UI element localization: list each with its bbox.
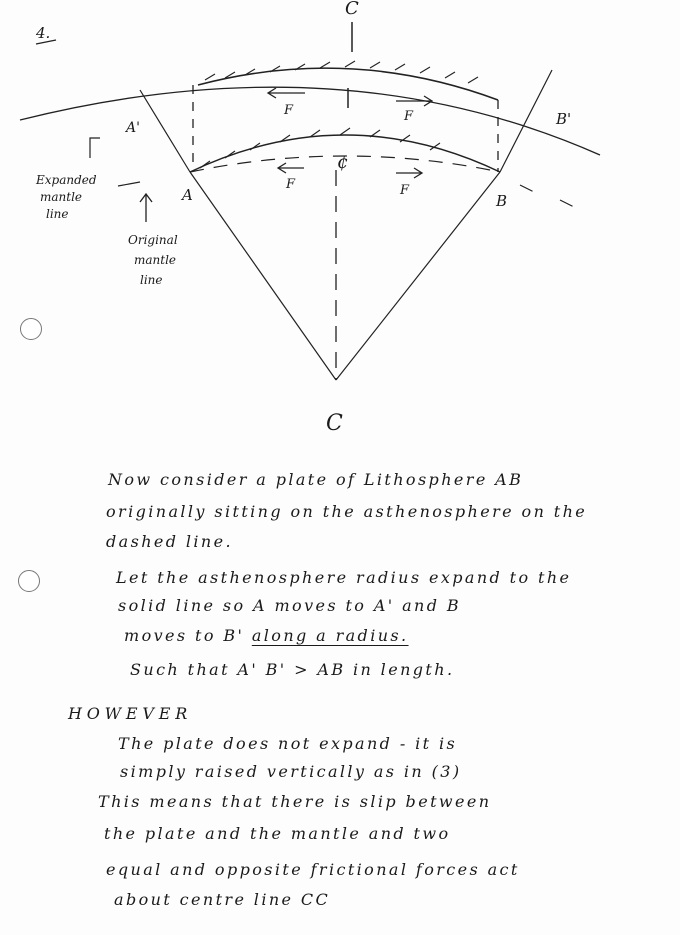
original-label-3: line (140, 273, 163, 287)
text-line-3: dashed line. (106, 532, 233, 551)
text-line-2: originally sitting on the asthenosphere on the (106, 502, 588, 521)
expanded-label-1: Expanded (36, 173, 97, 187)
text-line-7: Such that A' B' > AB in length. (130, 660, 455, 679)
label-a: A (182, 186, 193, 204)
original-pointer (140, 194, 152, 222)
text-line-6-underlined: along a radius. (251, 626, 409, 645)
left-extension (140, 90, 190, 172)
text-line-8: HOWEVER (68, 704, 193, 723)
text-line-1: Now consider a plate of Lithosphere AB (108, 470, 524, 489)
text-line-13: equal and opposite frictional forces act (106, 860, 520, 879)
label-a-prime: A' (126, 120, 140, 136)
label-b: B (496, 192, 508, 210)
text-line-10: simply raised vertically as in (3) (120, 762, 462, 781)
original-label-1: Original (128, 233, 178, 247)
right-radius (336, 172, 500, 380)
page-number: 4. (36, 24, 51, 42)
text-line-6 (124, 626, 409, 645)
force-label-lower-right: F (400, 183, 410, 198)
label-top-c: C (345, 0, 359, 19)
label-b-prime: B' (556, 110, 572, 128)
text-line-11: This means that there is slip between (98, 792, 492, 811)
force-arrow-lower-right (396, 168, 422, 178)
punch-hole-top (20, 318, 42, 340)
text-line-12: the plate and the mantle and two (104, 824, 451, 843)
text-line-5: solid line so A moves to A' and B (118, 596, 461, 615)
label-bottom-c: C (326, 411, 343, 436)
original-mantle-dashed (190, 156, 580, 210)
expanded-label-3: line (46, 207, 69, 221)
expanded-pointer (90, 138, 100, 158)
label-center: ¢ (337, 152, 349, 173)
text-line-9: The plate does not expand - it is (118, 734, 458, 753)
expanded-mantle-arc (20, 87, 600, 155)
force-label-upper-right: F (404, 109, 414, 124)
left-radius (190, 172, 336, 380)
text-line-6-start: moves to B' (124, 626, 245, 645)
expanded-label-2: mantle (40, 190, 83, 204)
force-arrow-upper-left (268, 88, 305, 98)
raised-plate-hatching (205, 61, 478, 83)
original-plate-hatching (200, 128, 440, 168)
text-line-4: Let the asthenosphere radius expand to the (116, 568, 572, 587)
text-line-14: about centre line CC (114, 890, 331, 909)
force-label-lower-left: F (286, 177, 296, 192)
expanded-tick (118, 182, 140, 186)
punch-hole-bottom (18, 570, 40, 592)
force-label-upper-left: F (284, 103, 294, 118)
plate-expansion-diagram (0, 0, 680, 450)
force-arrow-lower-left (278, 163, 304, 173)
original-label-2: mantle (134, 253, 177, 267)
